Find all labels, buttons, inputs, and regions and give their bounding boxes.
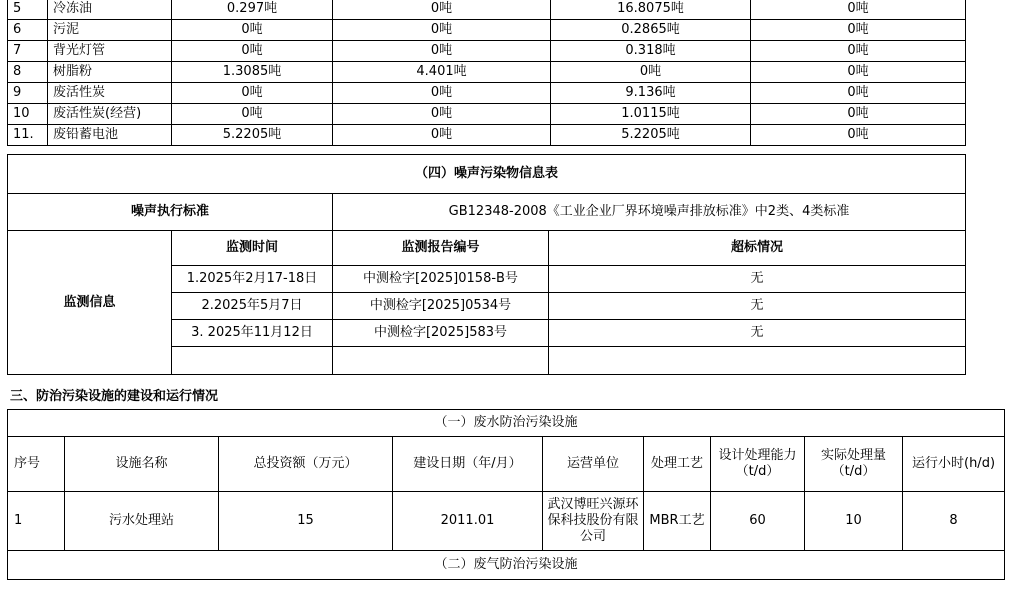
waste-amount-a: 0吨	[172, 104, 333, 125]
waste-amount-d: 0吨	[751, 41, 966, 62]
facility-operator: 武汉博旺兴源环保科技股份有限公司	[543, 492, 644, 551]
waste-no: 11.	[8, 125, 48, 146]
table-row	[8, 83, 966, 104]
waste-amount-c: 0吨	[551, 62, 751, 83]
monitor-time: 2.2025年5月7日	[172, 293, 333, 320]
waste-amount-d: 0吨	[751, 0, 966, 20]
waste-amount-d: 0吨	[751, 83, 966, 104]
waste-amount-a: 1.3085吨	[172, 62, 333, 83]
monitor-time: 3. 2025年11月12日	[172, 320, 333, 347]
report-number: 中测检字[2025]583号	[333, 320, 549, 347]
waste-name: 背光灯管	[48, 41, 172, 62]
waste-no: 5	[8, 0, 48, 20]
col-facility-name: 设施名称	[65, 437, 219, 492]
table-row	[8, 125, 966, 146]
table-header-row	[8, 437, 1005, 492]
waste-amount-c: 0.2865吨	[551, 20, 751, 41]
monitor-time: 1.2025年2月17-18日	[172, 266, 333, 293]
facility-build-date: 2011.01	[393, 492, 543, 551]
wastewater-facility-subheading: （一）废水防治污染设施	[8, 410, 1005, 437]
waste-amount-d: 0吨	[751, 104, 966, 125]
facility-design-capacity: 60	[711, 492, 805, 551]
waste-amount-a: 0.297吨	[172, 0, 333, 20]
waste-amount-b: 0吨	[333, 104, 551, 125]
waste-name: 冷冻油	[48, 0, 172, 20]
empty-cell	[172, 347, 333, 375]
waste-amount-b: 0吨	[333, 0, 551, 20]
waste-amount-d: 0吨	[751, 20, 966, 41]
waste-amount-d: 0吨	[751, 125, 966, 146]
exceed-status: 无	[549, 320, 966, 347]
col-build-date: 建设日期（年/月）	[393, 437, 543, 492]
col-report-number: 监测报告编号	[333, 231, 549, 266]
waste-amount-a: 0吨	[172, 41, 333, 62]
col-no: 序号	[8, 437, 65, 492]
waste-amount-c: 9.136吨	[551, 83, 751, 104]
col-exceed: 超标情况	[549, 231, 966, 266]
report-number: 中测检字[2025]0158-B号	[333, 266, 549, 293]
waste-amount-b: 0吨	[333, 125, 551, 146]
empty-cell	[333, 347, 549, 375]
waste-table-body	[8, 0, 966, 146]
col-design-capacity: 设计处理能力（t/d）	[711, 437, 805, 492]
waste-amount-b: 0吨	[333, 41, 551, 62]
col-actual-volume: 实际处理量（t/d）	[805, 437, 903, 492]
facility-run-hours: 8	[903, 492, 1005, 551]
facility-process: MBR工艺	[644, 492, 711, 551]
col-monitor-time: 监测时间	[172, 231, 333, 266]
table-row	[8, 104, 966, 125]
noise-standard-label: 噪声执行标准	[8, 194, 333, 231]
waste-no: 8	[8, 62, 48, 83]
noise-standard-value: GB12348-2008《工业企业厂界环境噪声排放标准》中2类、4类标准	[333, 194, 966, 231]
waste-amount-a: 0吨	[172, 83, 333, 104]
col-operator: 运营单位	[543, 437, 644, 492]
report-number: 中测检字[2025]0534号	[333, 293, 549, 320]
exhaust-facility-subheading: （二）废气防治污染设施	[8, 551, 1005, 580]
col-run-hours: 运行小时(h/d)	[903, 437, 1005, 492]
waste-no: 6	[8, 20, 48, 41]
waste-name: 污泥	[48, 20, 172, 41]
waste-no: 9	[8, 83, 48, 104]
facility-no: 1	[8, 492, 65, 551]
waste-amount-b: 0吨	[333, 20, 551, 41]
table-row	[8, 20, 966, 41]
exceed-status: 无	[549, 266, 966, 293]
noise-table-title: （四）噪声污染物信息表	[8, 155, 966, 194]
facility-table	[7, 409, 1005, 580]
table-row	[8, 41, 966, 62]
waste-amount-b: 4.401吨	[333, 62, 551, 83]
waste-amount-b: 0吨	[333, 83, 551, 104]
table-row	[8, 62, 966, 83]
empty-cell	[549, 347, 966, 375]
waste-amount-c: 5.2205吨	[551, 125, 751, 146]
waste-name: 废活性炭(经营)	[48, 104, 172, 125]
waste-name: 废活性炭	[48, 83, 172, 104]
col-process: 处理工艺	[644, 437, 711, 492]
waste-table	[7, 0, 966, 146]
noise-table	[7, 154, 966, 375]
section-3-heading: 三、防治污染设施的建设和运行情况	[10, 389, 219, 404]
waste-amount-c: 1.0115吨	[551, 104, 751, 125]
facility-name: 污水处理站	[65, 492, 219, 551]
waste-name: 废铅蓄电池	[48, 125, 172, 146]
col-investment: 总投资额（万元）	[219, 437, 393, 492]
waste-name: 树脂粉	[48, 62, 172, 83]
table-row	[8, 492, 1005, 551]
facility-investment: 15	[219, 492, 393, 551]
waste-no: 10	[8, 104, 48, 125]
waste-amount-a: 0吨	[172, 20, 333, 41]
waste-no: 7	[8, 41, 48, 62]
monitor-info-label: 监测信息	[8, 231, 172, 375]
exceed-status: 无	[549, 293, 966, 320]
facility-actual-volume: 10	[805, 492, 903, 551]
table-row	[8, 0, 966, 20]
waste-amount-a: 5.2205吨	[172, 125, 333, 146]
waste-amount-c: 16.8075吨	[551, 0, 751, 20]
waste-amount-c: 0.318吨	[551, 41, 751, 62]
waste-amount-d: 0吨	[751, 62, 966, 83]
